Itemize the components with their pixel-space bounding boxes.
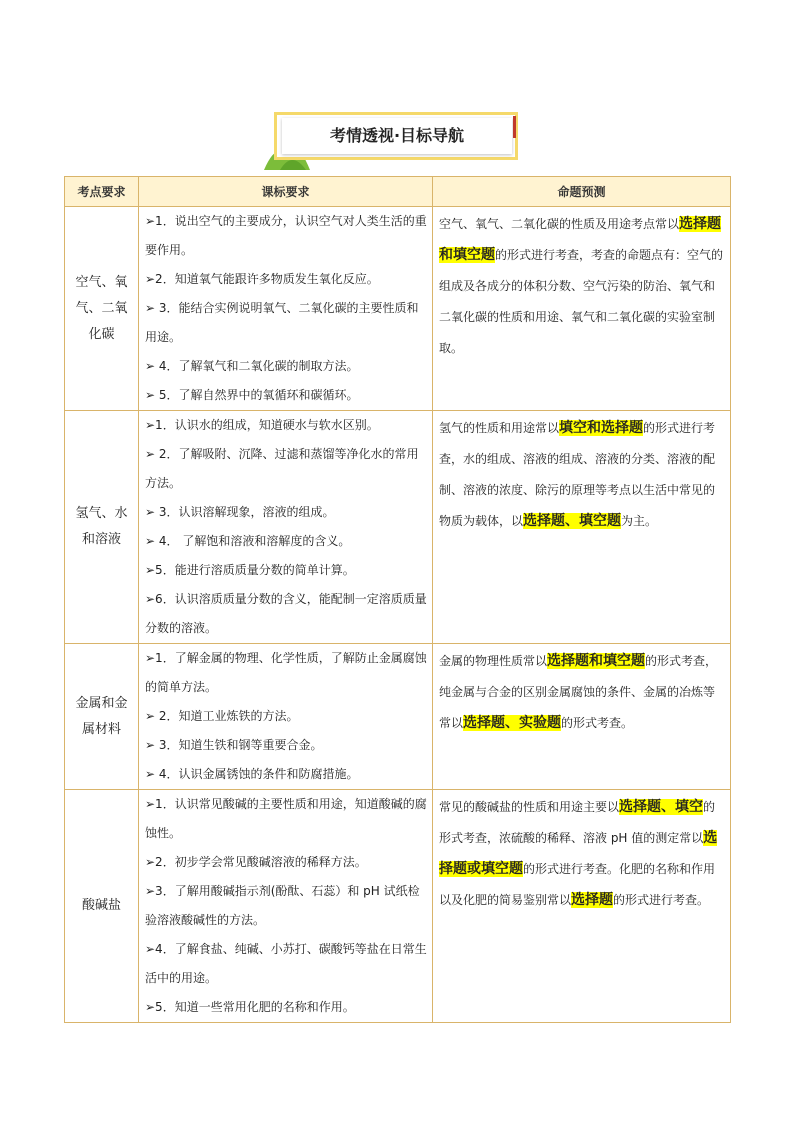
- prediction-text: 氢气的性质和用途常以: [439, 421, 560, 435]
- exam-topics-table: [64, 176, 731, 1023]
- requirements-cell: [139, 790, 433, 1023]
- topic-cell: 酸碱盐: [65, 790, 139, 1023]
- requirement-item: ➢1．认识水的组成，知道硬水与软水区别。: [145, 418, 379, 432]
- requirement-item: ➢ 3．能结合实例说明氧气、二氧化碳的主要性质和用途。: [145, 301, 419, 344]
- requirement-item: ➢ 2．了解吸附、沉降、过滤和蒸馏等净化水的常用方法。: [145, 447, 419, 490]
- requirement-item: ➢1．了解金属的物理、化学性质，了解防止金属腐蚀的简单方法。: [145, 651, 427, 694]
- topic-cell: 空气、氧气、二氧化碳: [65, 207, 139, 411]
- requirement-item: ➢1．认识常见酸碱的主要性质和用途，知道酸碱的腐蚀性。: [145, 797, 427, 840]
- prediction-text: 的形式进行考查。化肥的名称和作用以及化肥的简易鉴别常以: [439, 862, 716, 907]
- prediction-text: 的形式进行考查，水的组成、溶液的组成、溶液的分类、溶液的配制、溶液的浓度、除污的原理等考点以生活中常见的物质为载体，以: [439, 421, 716, 528]
- requirement-item: ➢1．说出空气的主要成分，认识空气对人类生活的重要作用。: [145, 214, 427, 257]
- prediction-text: 的形式进行考查，考查的命题点有：空气的组成及各成分的体积分数、空气污染的防治、氧气和二氧化碳的性质和用途、氧气和二氧化碳的实验室制取。: [439, 248, 724, 355]
- table-row: [65, 644, 731, 790]
- banner-accent-bar: [513, 116, 516, 138]
- requirement-item: ➢ 3．认识溶解现象，溶液的组成。: [145, 505, 335, 519]
- requirements-cell: [139, 644, 433, 790]
- requirement-item: ➢ 4．认识金属锈蚀的条件和防腐措施。: [145, 767, 359, 781]
- prediction-text: 的形式进行考查。: [613, 893, 710, 907]
- requirement-item: ➢6．认识溶质质量分数的含义，能配制一定溶质质量分数的溶液。: [145, 592, 427, 635]
- table-row: [65, 411, 731, 644]
- table-row: [65, 207, 731, 411]
- requirement-item: ➢5．知道一些常用化肥的名称和作用。: [145, 1000, 355, 1014]
- requirement-item: ➢ 4． 了解饱和溶液和溶解度的含义。: [145, 534, 351, 548]
- highlighted-question-type: 选择题和填空题: [439, 216, 722, 263]
- requirement-item: ➢5．能进行溶质质量分数的简单计算。: [145, 563, 355, 577]
- highlighted-question-type: 选择题和填空题: [547, 653, 646, 669]
- requirement-item: ➢ 4．了解氧气和二氧化碳的制取方法。: [145, 359, 359, 373]
- prediction-cell: [433, 207, 731, 411]
- prediction-text: 空气、氧气、二氧化碳的性质及用途考点常以: [439, 217, 680, 231]
- requirement-item: ➢ 5．了解自然界中的氧循环和碳循环。: [145, 388, 359, 402]
- requirement-item: ➢2．知道氧气能跟许多物质发生氧化反应。: [145, 272, 379, 286]
- header-curriculum: 课标要求: [139, 177, 433, 207]
- highlighted-question-type: 选择题、填空: [619, 799, 704, 815]
- table-row: [65, 790, 731, 1023]
- requirement-item: ➢4．了解食盐、纯碱、小苏打、碳酸钙等盐在日常生活中的用途。: [145, 942, 427, 985]
- banner-title: 考情透视·目标导航: [329, 126, 465, 145]
- prediction-text: 金属的物理性质常以: [439, 654, 548, 668]
- highlighted-question-type: 选择题或填空题: [439, 830, 718, 877]
- prediction-cell: [433, 790, 731, 1023]
- highlighted-question-type: 选择题: [571, 892, 614, 908]
- prediction-text: 为主。: [621, 514, 658, 528]
- header-topic: 考点要求: [65, 177, 139, 207]
- prediction-text: 的形式考查。: [561, 716, 634, 730]
- requirements-cell: [139, 207, 433, 411]
- topic-cell: 氢气、水和溶液: [65, 411, 139, 644]
- table-header-row: [65, 177, 731, 207]
- requirement-item: ➢ 3．知道生铁和钢等重要合金。: [145, 738, 323, 752]
- section-banner: [262, 108, 524, 164]
- prediction-cell: [433, 644, 731, 790]
- requirement-item: ➢ 2．知道工业炼铁的方法。: [145, 709, 299, 723]
- highlighted-question-type: 选择题、实验题: [463, 715, 562, 731]
- prediction-text: 常见的酸碱盐的性质和用途主要以: [439, 800, 620, 814]
- requirement-item: ➢2．初步学会常见酸碱溶液的稀释方法。: [145, 855, 367, 869]
- requirement-item: ➢3．了解用酸碱指示剂(酚酞、石蕊）和 pH 试纸检验溶液酸碱性的方法。: [145, 884, 420, 927]
- prediction-text: 的形式考查，浓硫酸的稀释、溶液 pH 值的测定常以: [439, 800, 716, 845]
- highlighted-question-type: 选择题、填空题: [523, 513, 622, 529]
- highlighted-question-type: 填空和选择题: [559, 420, 644, 436]
- prediction-text: 的形式考查，纯金属与合金的区别金属腐蚀的条件、金属的冶炼等常以: [439, 654, 718, 730]
- prediction-cell: [433, 411, 731, 644]
- header-prediction: 命题预测: [433, 177, 731, 207]
- requirements-cell: [139, 411, 433, 644]
- topic-cell: 金属和金属材料: [65, 644, 139, 790]
